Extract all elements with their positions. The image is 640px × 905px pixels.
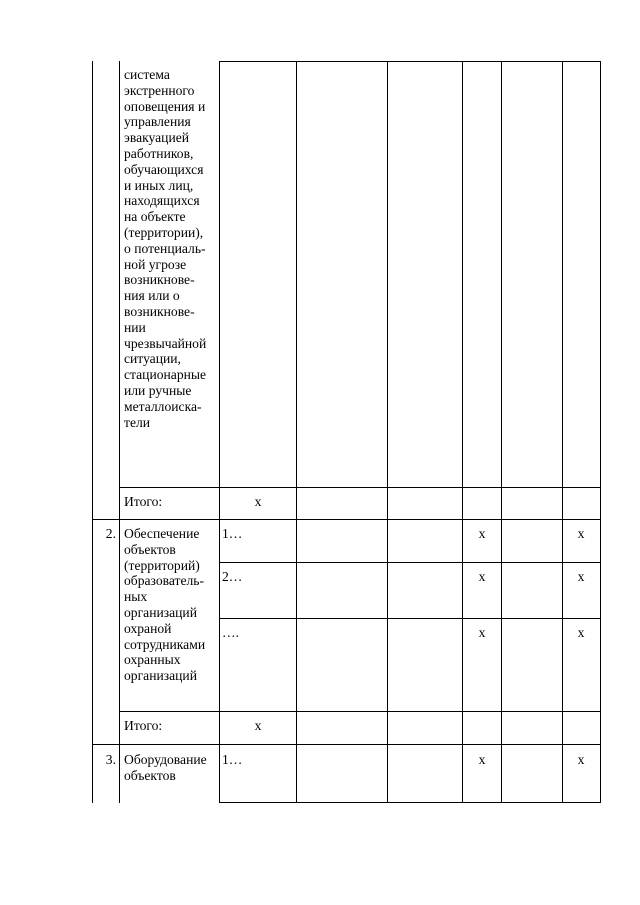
description-line: (территории), [124,224,204,240]
description-line: работников, [124,145,194,161]
description-line: объектов [124,541,176,557]
description-line: экстренного [124,82,195,98]
total-label: Итого: [124,494,163,509]
description-line: стационарные [124,367,207,383]
sub-item-label: 1… [222,526,243,541]
table-border-top [219,61,601,62]
description-line: возникнове- [124,272,195,288]
description-line: организаций [124,604,197,620]
description-line: Оборудование [124,752,207,767]
description-line: чрезвычайной [124,335,207,351]
description-line: (территорий) [124,557,200,573]
description-line: система [124,67,170,82]
sub-item-mark: х [478,752,486,767]
total-mark: х [254,494,262,509]
description-line: нии [124,319,146,335]
total-mark: х [254,718,262,733]
table-border-number [119,61,120,803]
description-line: образователь- [124,573,205,589]
row-number: 3. [105,752,116,767]
table-border-col8 [562,61,563,803]
sub-item-mark: х [577,526,585,541]
description-line: оповещения и [124,98,206,114]
description-line: эвакуацией [124,130,190,146]
description-line: возникнове- [124,303,195,319]
description-line: сотрудниками [124,636,206,652]
table-border-bottom [219,802,601,803]
description-line: металлоиска- [124,398,202,414]
description-line: на объекте [124,209,186,225]
table-border-description [219,61,220,803]
row-border [119,711,601,712]
table-border-right [600,61,601,803]
sub-item-mark: х [577,625,585,640]
description-line: о потенциаль- [124,240,206,256]
sub-item-mark: х [478,526,486,541]
table-border-col7 [501,61,502,803]
row-border [92,519,601,520]
sub-item-mark: х [478,625,486,640]
description-line: охраной [124,620,172,636]
sub-item-mark: х [478,569,486,584]
description-line: объектов [124,767,176,783]
description-line: находящихся [124,193,200,209]
sub-item-mark: х [577,752,585,767]
sub-item-label: 1… [222,752,243,767]
table-border-col4 [296,61,297,803]
description-line: Обеспечение [124,526,200,541]
description-line: и иных лиц, [124,177,194,193]
table-border-col5 [387,61,388,803]
row-description-section-2 [124,526,218,684]
row-description-section-3 [124,752,218,784]
description-line: обучающихся [124,161,204,177]
sub-item-label: 2… [222,569,243,584]
description-line: организаций [124,668,197,684]
description-line: тели [124,414,151,430]
row-border [92,744,601,745]
description-line: ния или о [124,288,180,304]
description-line: или ручные [124,382,192,398]
sub-item-mark: х [577,569,585,584]
row-number: 2. [105,526,116,541]
row-border [219,618,601,619]
description-line: охранных [124,652,181,668]
row-description-continuation [124,67,218,430]
total-label: Итого: [124,718,163,733]
row-border [219,562,601,563]
description-line: ситуации, [124,351,181,367]
description-line: ной угрозе [124,256,187,272]
description-line: ных [124,589,148,605]
table-border-col6 [462,61,463,803]
description-line: управления [124,114,191,130]
table-border-left [92,61,93,803]
sub-item-label: …. [222,625,239,640]
row-border [119,487,601,488]
